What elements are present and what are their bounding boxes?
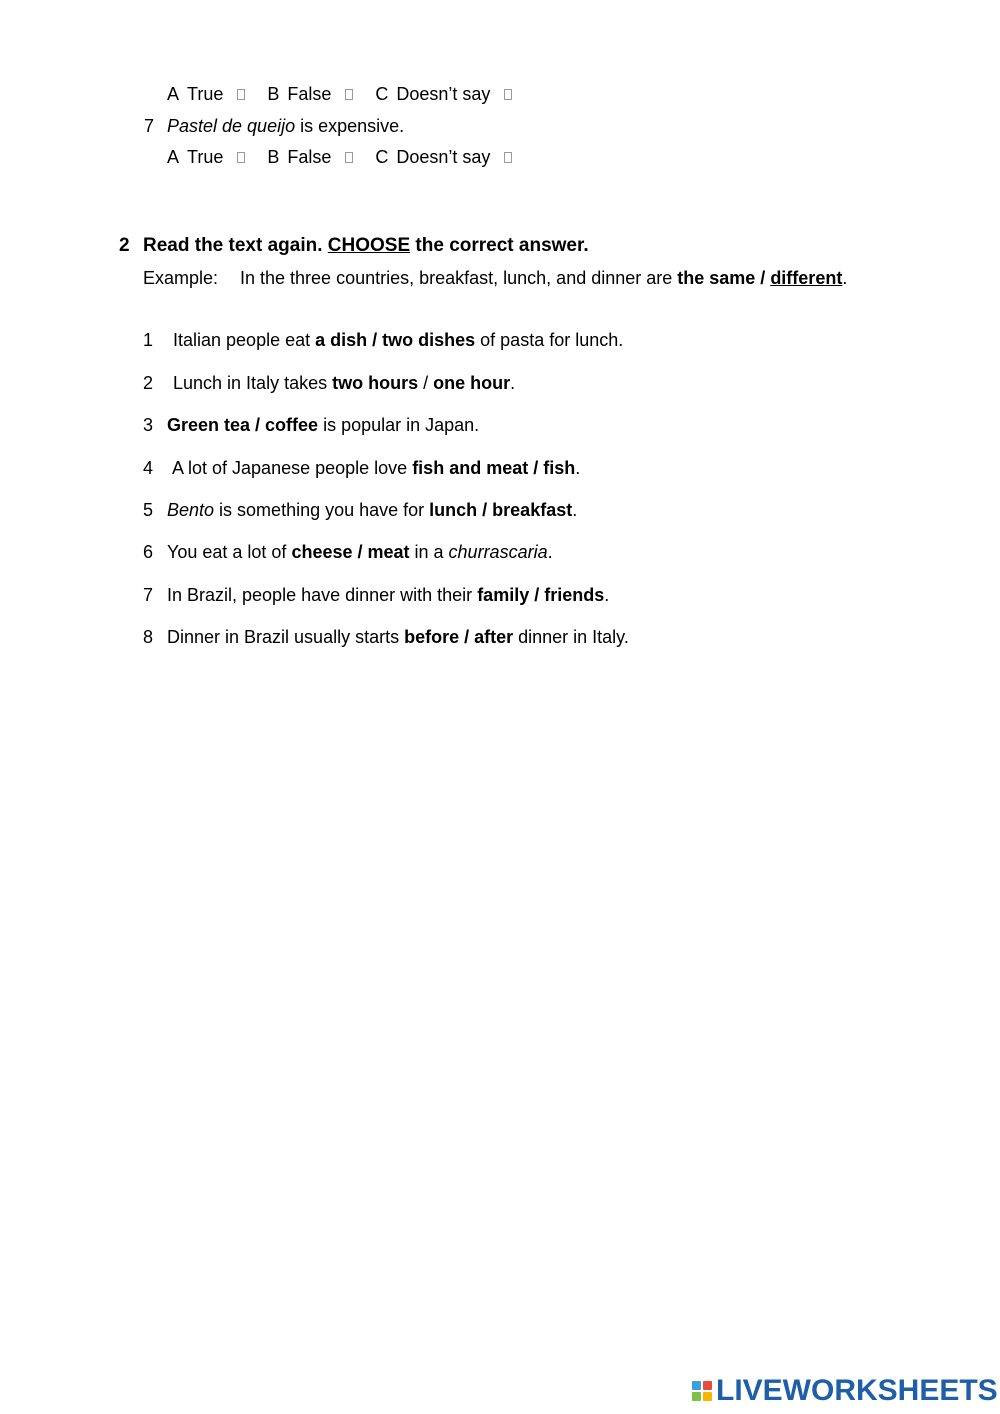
logo-square (703, 1381, 712, 1390)
list-item: 7 In Brazil, people have dinner with their family / friends. (143, 585, 610, 605)
choice-options[interactable]: family / friends (477, 585, 605, 605)
option-a[interactable]: A True (167, 84, 267, 105)
option-b-checkbox[interactable] (345, 152, 353, 163)
option-c[interactable]: C Doesn’t say (375, 147, 534, 168)
logo-grid-icon (692, 1381, 712, 1401)
section-heading: 2 Read the text again. CHOOSE the correct answer. (119, 235, 589, 256)
question-7 (144, 116, 404, 137)
list-item: 4 A lot of Japanese people love fish and meat / fish. (143, 458, 581, 478)
option-c-checkbox[interactable] (504, 89, 512, 100)
question-text: is expensive. (295, 116, 405, 136)
list-item: 5 Bento is something you have for lunch / breakfast. (143, 500, 578, 520)
choice-option-2[interactable]: one hour (433, 373, 511, 393)
option-b[interactable]: B False (267, 147, 375, 168)
question-number: 7 (144, 116, 155, 136)
option-a[interactable]: A True (167, 147, 267, 168)
option-c[interactable]: C Doesn’t say (375, 84, 534, 105)
list-item: 1 Italian people eat a dish / two dishes of pasta for lunch. (143, 330, 624, 350)
heading-emphasis: CHOOSE (327, 235, 411, 256)
option-a-checkbox[interactable] (237, 89, 245, 100)
option-c-checkbox[interactable] (504, 152, 512, 163)
example-answer: different (770, 268, 843, 288)
answer-options-q7 (167, 147, 534, 168)
list-item: 8 Dinner in Brazil usually starts before / after dinner in Italy. (143, 627, 629, 647)
choice-options[interactable]: cheese / meat (291, 542, 410, 562)
choice-options[interactable]: fish and meat / fish (412, 458, 576, 478)
choice-options[interactable]: before / after (404, 627, 514, 647)
logo-square (692, 1392, 701, 1401)
section-number: 2 (119, 235, 130, 256)
logo-square (703, 1392, 712, 1401)
liveworksheets-logo (692, 1374, 998, 1408)
example-line: Example: In the three countries, breakfast, lunch, and dinner are the same / different. (143, 268, 848, 288)
choice-options[interactable]: lunch / breakfast (429, 500, 573, 520)
answer-options-q6 (167, 84, 534, 105)
option-a-checkbox[interactable] (237, 152, 245, 163)
question-italic: Pastel de queijo (167, 116, 296, 136)
choice-options[interactable]: Green tea / coffee (167, 415, 319, 435)
option-b-checkbox[interactable] (345, 89, 353, 100)
list-item: 6 You eat a lot of cheese / meat in a churrascaria. (143, 542, 553, 562)
logo-text: LIVEWORKSHEETS (716, 1374, 998, 1407)
choice-options[interactable]: a dish / two dishes (315, 330, 476, 350)
list-item: 3 Green tea / coffee is popular in Japan. (143, 415, 480, 435)
option-b[interactable]: B False (267, 84, 375, 105)
choice-option-1[interactable]: two hours (332, 373, 419, 393)
example-label: Example: (143, 268, 219, 288)
list-item: 2 Lunch in Italy takes two hours / one hour. (143, 373, 516, 393)
logo-square (692, 1381, 701, 1390)
